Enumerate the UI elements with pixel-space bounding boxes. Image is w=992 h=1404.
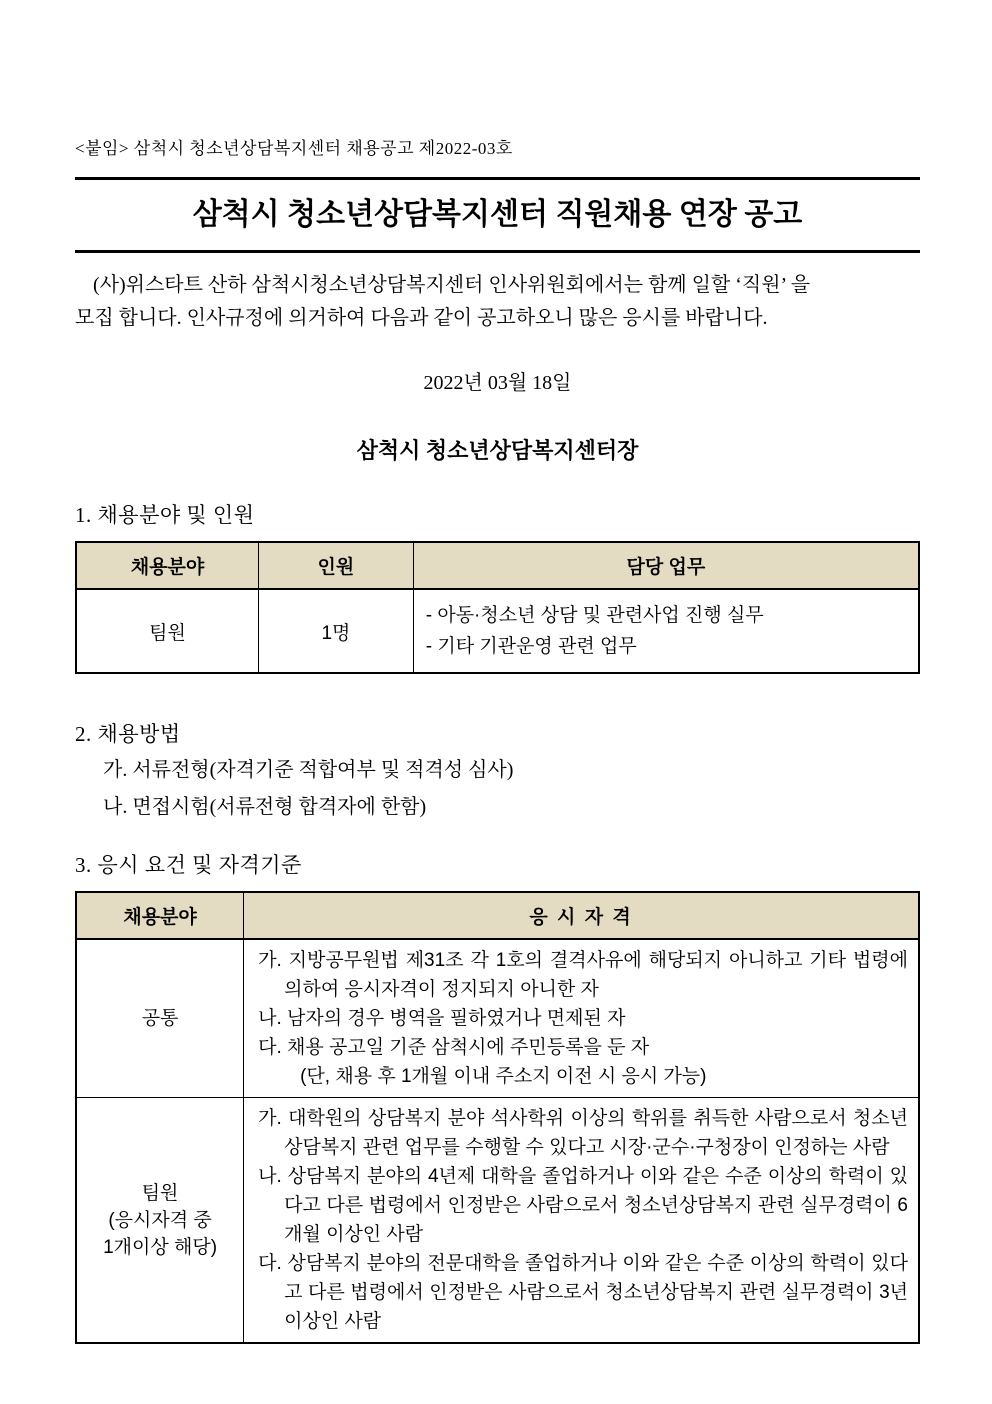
section-3-heading: 3. 응시 요건 및 자격기준 bbox=[75, 853, 302, 877]
qualification-item: 나. 상담복지 분야의 4년제 대학을 졸업하거나 이와 같은 수준 이상의 학력이 있다고 다른 법령에서 인정받은 사람으로서 청소년상담복지 관련 실무경력이 6개월 이상인 사람 bbox=[258, 1166, 908, 1245]
qualification-item: 가. 대학원의 상담복지 분야 석사학위 이상의 학위를 취득한 사람으로서 청소년상담복지 관련 업무를 수행할 수 있다고 시장·군수·구청장이 인정하는 사람 bbox=[258, 1108, 908, 1158]
column-header-duties: 담당 업무 bbox=[413, 542, 919, 589]
intro-line-1: (사)위스타트 산하 삼척시청소년상담복지센터 인사위원회에서는 함께 일할 ‘직원’ 을 bbox=[93, 274, 811, 296]
count-cell: 1명 bbox=[259, 589, 414, 673]
horizontal-rule-top bbox=[75, 177, 920, 180]
table-header-row bbox=[76, 892, 919, 939]
table-row-team bbox=[76, 1098, 919, 1344]
field-line: 팀원 bbox=[141, 1182, 179, 1204]
announcement-date: 2022년 03월 18일 bbox=[423, 372, 572, 394]
qualification-item: 다. 상담복지 분야의 전문대학을 졸업하거나 이와 같은 수준 이상의 학력이 있다고 다른 법령에서 인정받은 사람으로서 청소년상담복지 관련 실무경력이 3년 이상인 사람 bbox=[258, 1253, 908, 1332]
qualification-table bbox=[75, 891, 920, 1344]
duties-cell bbox=[413, 589, 919, 673]
column-header-field: 채용분야 bbox=[76, 892, 244, 939]
method-item-ga: 가. 서류전형(자격기준 적합여부 및 적격성 심사) bbox=[103, 759, 514, 781]
attachment-line: <붙임> 삼척시 청소년상담복지센터 채용공고 제2022-03호 bbox=[75, 139, 513, 158]
section-1-heading: 1. 채용분야 및 인원 bbox=[75, 503, 255, 527]
field-line: 1개이상 해당) bbox=[103, 1236, 218, 1258]
recruitment-field-table bbox=[75, 541, 920, 674]
field-cell bbox=[76, 1098, 244, 1344]
field-line: (응시자격 중 bbox=[108, 1209, 212, 1231]
qualification-cell bbox=[244, 939, 919, 1098]
column-header-count: 인원 bbox=[259, 542, 414, 589]
table-header-row bbox=[76, 542, 919, 589]
qualification-item: 가. 지방공무원법 제31조 각 1호의 결격사유에 해당되지 아니하고 기타 법령에 의하여 응시자격이 정지되지 아니한 자 bbox=[258, 950, 908, 1000]
section-2-heading: 2. 채용방법 bbox=[75, 722, 181, 746]
table-row bbox=[76, 589, 919, 673]
qualification-cell bbox=[244, 1098, 919, 1344]
duty-item: - 기타 기관운영 관련 업무 bbox=[425, 636, 637, 657]
qualification-item: 나. 남자의 경우 병역을 필하였거나 면제된 자 bbox=[258, 1008, 626, 1029]
horizontal-rule-bottom bbox=[75, 250, 920, 253]
field-cell: 팀원 bbox=[76, 589, 259, 673]
column-header-qualification: 응 시 자 격 bbox=[244, 892, 919, 939]
page-title: 삼척시 청소년상담복지센터 직원채용 연장 공고 bbox=[192, 198, 803, 231]
intro-paragraph bbox=[75, 269, 920, 335]
qualification-subnote: (단, 채용 후 1개월 이내 주소지 이전 시 응시 가능) bbox=[300, 1066, 707, 1087]
intro-line-2: 모집 합니다. 인사규정에 의거하여 다음과 같이 공고하오니 많은 응시를 바랍니다. bbox=[75, 307, 768, 329]
qualification-item: 다. 채용 공고일 기준 삼척시에 주민등록을 둔 자 bbox=[258, 1037, 650, 1058]
column-header-field: 채용분야 bbox=[76, 542, 259, 589]
table-row-common bbox=[76, 939, 919, 1098]
method-item-na: 나. 면접시험(서류전형 합격자에 한함) bbox=[103, 796, 427, 818]
duty-item: - 아동·청소년 상담 및 관련사업 진행 실무 bbox=[425, 605, 764, 626]
signer-title: 삼척시 청소년상담복지센터장 bbox=[356, 438, 639, 463]
field-cell: 공통 bbox=[76, 939, 244, 1098]
